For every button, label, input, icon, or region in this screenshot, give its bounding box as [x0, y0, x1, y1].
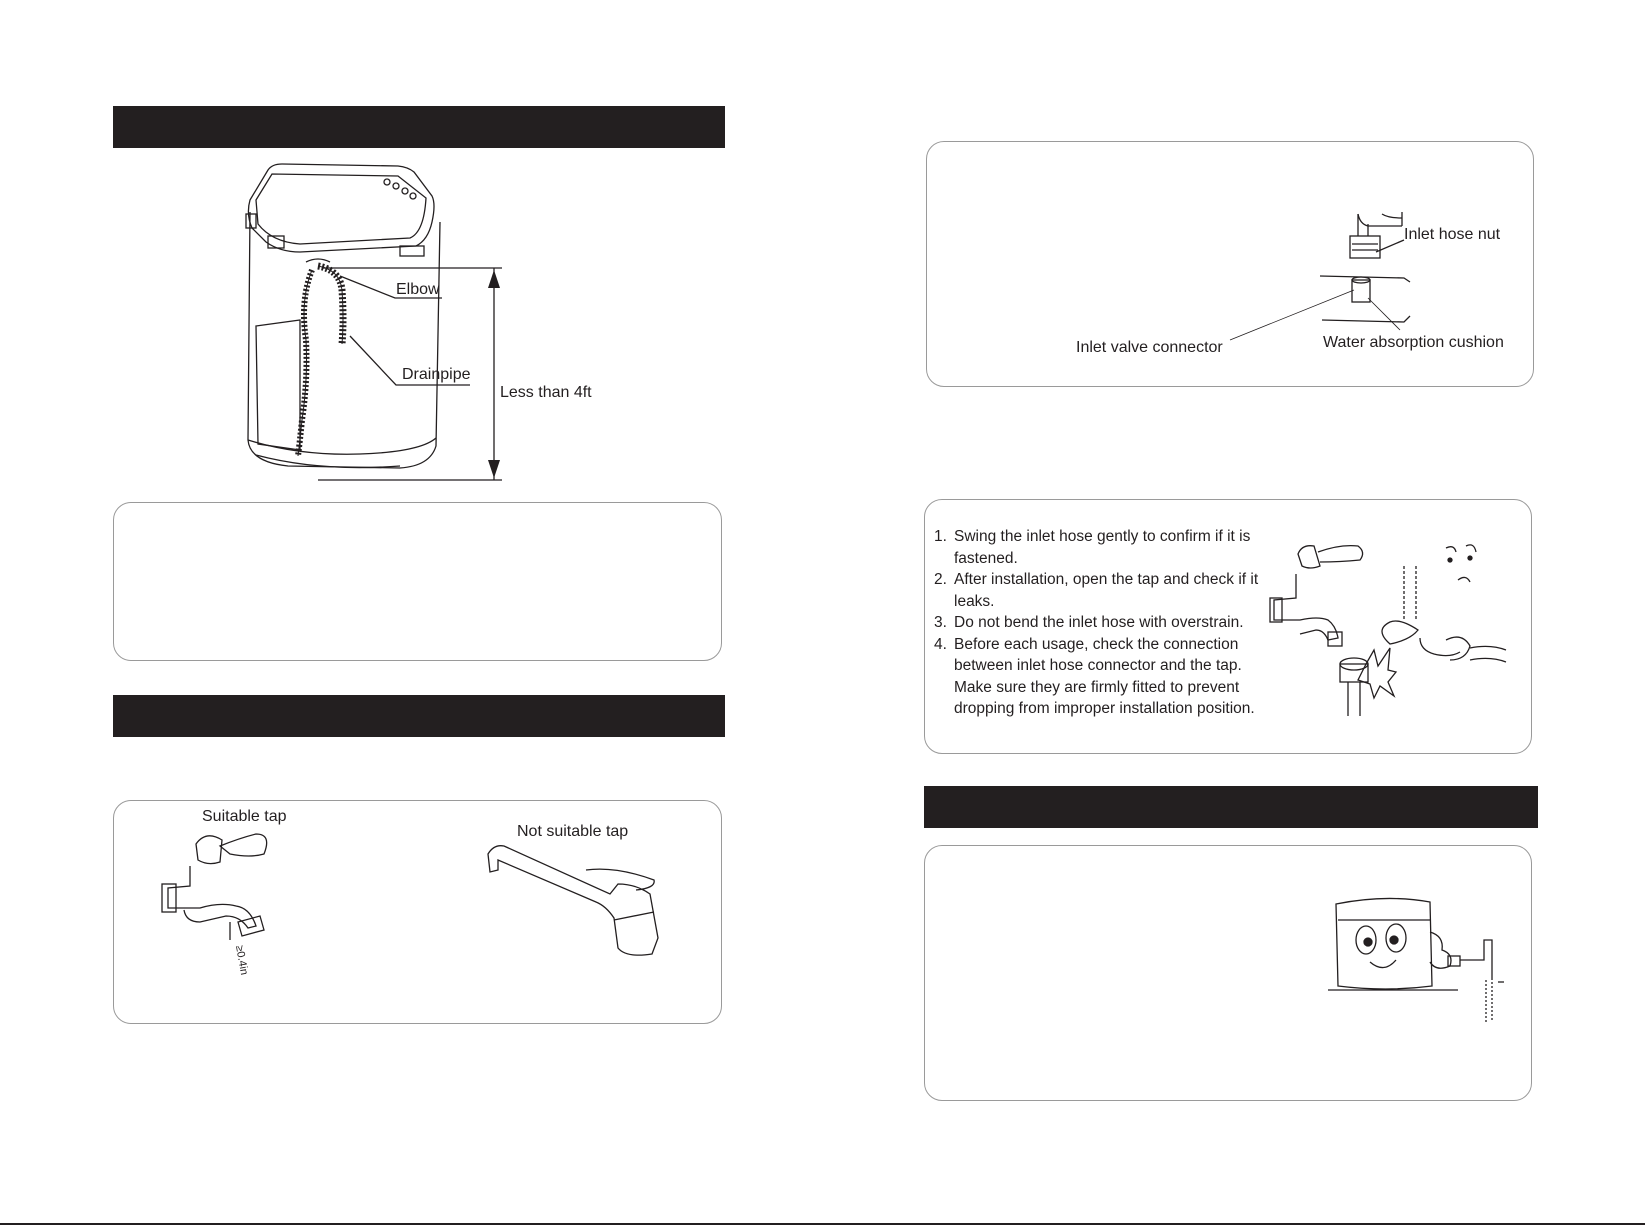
water-absorption-cushion-label: Water absorption cushion	[1323, 334, 1504, 351]
list-item: 2. After installation, open the tap and check if it leaks.	[934, 571, 1259, 610]
list-item: 1. Swing the inlet hose gently to confirm if it is fastened.	[934, 528, 1251, 567]
tap-dimension-label: ≥0.4in	[233, 944, 251, 976]
list-item: 3. Do not bend the inlet hose with overstrain.	[934, 614, 1244, 631]
list-item: 4. Before each usage, check the connection between inlet hose connector and the tap. Make sure they are firmly fitted to prevent dropping from improper installation position.	[934, 635, 1255, 717]
installation-checklist	[934, 526, 1279, 720]
height-label: Less than 4ft	[500, 384, 592, 401]
not-suitable-tap-label: Not suitable tap	[517, 823, 629, 840]
inlet-valve-connector-label: Inlet valve connector	[1076, 339, 1223, 356]
page-bottom-rule	[0, 1223, 1645, 1225]
inlet-hose-nut-label: Inlet hose nut	[1404, 226, 1501, 243]
grounding-illustration	[1326, 892, 1506, 1032]
elbow-label: Elbow	[396, 281, 440, 298]
tap-and-hose-check-illustration	[1270, 540, 1530, 720]
suitable-tap-label: Suitable tap	[202, 808, 287, 825]
section-header-bar-grounding	[924, 786, 1538, 828]
drainpipe-label: Drainpipe	[402, 366, 471, 383]
